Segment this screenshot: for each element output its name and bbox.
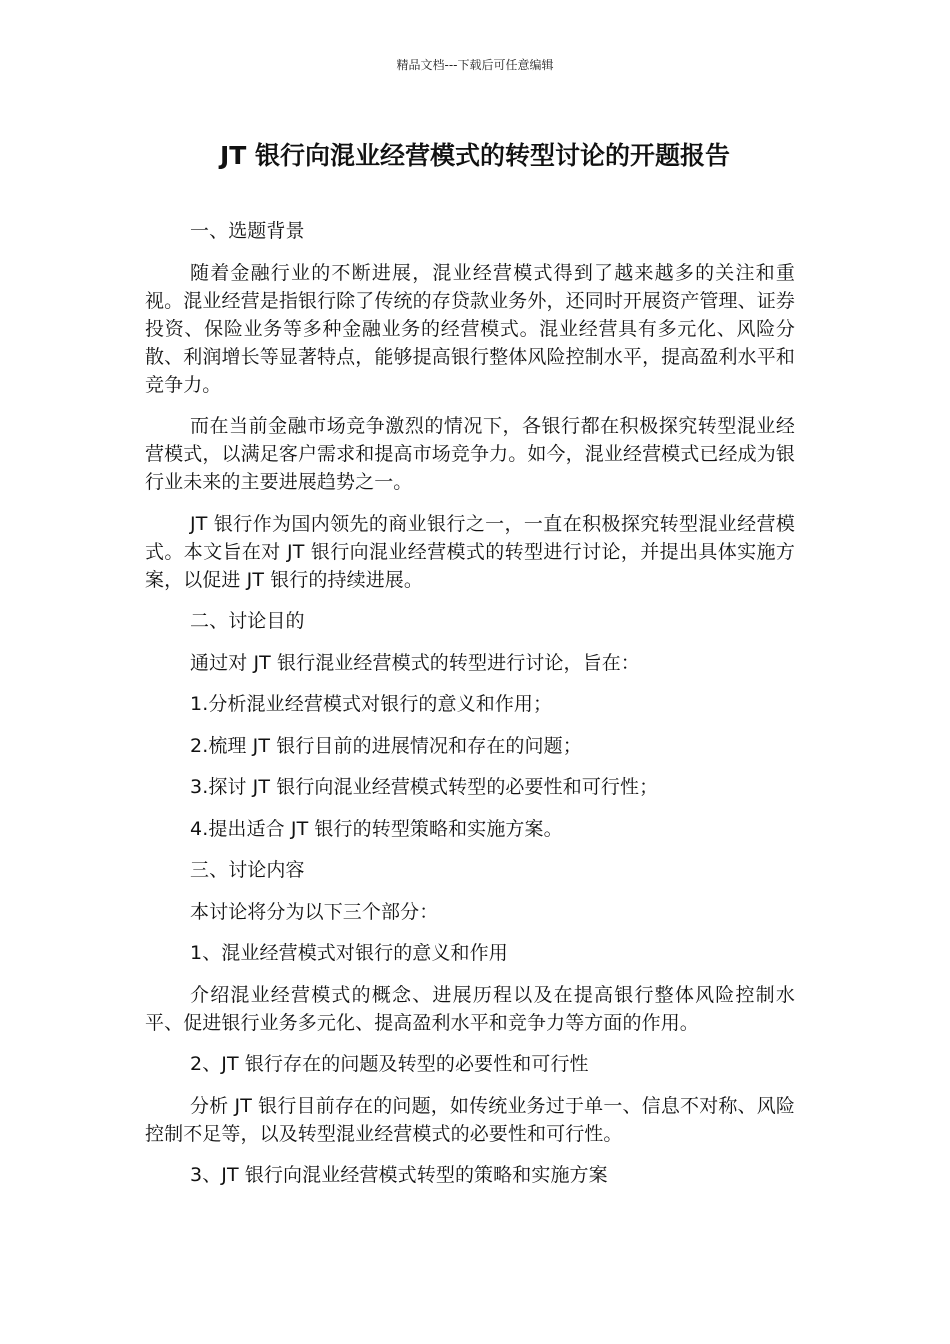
document-title: JT 银行向混业经营模式的转型讨论的开题报告 — [219, 141, 731, 170]
section-heading-background: 一、选题背景 — [190, 220, 305, 242]
list-item-purpose-1: 1.分析混业经营模式对银行的意义和作用； — [190, 693, 553, 715]
paragraph-content-intro: 本讨论将分为以下三个部分： — [190, 900, 439, 923]
subheading-content-2: 2、JT 银行存在的问题及转型的必要性和可行性 — [190, 1053, 589, 1075]
paragraph-content-1: 介绍混业经营模式的概念、进展历程以及在提高银行整体风险控制水平、促进银行业务多元化、提高盈利水平和竞争力等方面的作用。 — [145, 983, 795, 1034]
document-body — [145, 217, 795, 1203]
paragraph-background-2: 而在当前金融市场竞争激烈的情况下，各银行都在积极探究转型混业经营模式，以满足客户需求和提高市场竞争力。如今，混业经营模式已经成为银行业未来的主要进展趋势之一。 — [145, 415, 795, 493]
section-heading-purpose: 二、讨论目的 — [190, 610, 305, 632]
paragraph-purpose-intro: 通过对 JT 银行混业经营模式的转型进行讨论，旨在： — [190, 651, 640, 674]
list-item-purpose-2: 2.梳理 JT 银行目前的进展情况和存在的问题； — [190, 734, 582, 757]
subheading-content-1: 1、混业经营模式对银行的意义和作用 — [190, 942, 508, 964]
subheading-content-3: 3、JT 银行向混业经营模式转型的策略和实施方案 — [190, 1164, 608, 1186]
paragraph-content-2: 分析 JT 银行目前存在的问题，如传统业务过于单一、信息不对称、风险控制不足等，以及转型混业经营模式的必要性和可行性。 — [145, 1094, 795, 1145]
page-header-note: 精品文档---下载后可任意编辑 — [396, 58, 554, 72]
paragraph-background-3: JT 银行作为国内领先的商业银行之一，一直在积极探究转型混业经营模式。本文旨在对 JT 银行向混业经营模式的转型进行讨论，并提出具体实施方案，以促进 JT 银行的持续进展。 — [145, 512, 795, 591]
list-item-purpose-4: 4.提出适合 JT 银行的转型策略和实施方案。 — [190, 817, 563, 840]
list-item-purpose-3: 3.探讨 JT 银行向混业经营模式转型的必要性和可行性； — [190, 776, 659, 798]
paragraph-background-1: 随着金融行业的不断进展，混业经营模式得到了越来越多的关注和重视。混业经营是指银行除了传统的存贷款业务外，还同时开展资产管理、证券投资、保险业务等多种金融业务的经营模式。混业经营具有多元化、风险分散、利润增长等显著特点，能够提高银行整体风险控制水平，提高盈利水平和竞争力。 — [145, 261, 795, 396]
section-heading-content: 三、讨论内容 — [190, 859, 305, 881]
